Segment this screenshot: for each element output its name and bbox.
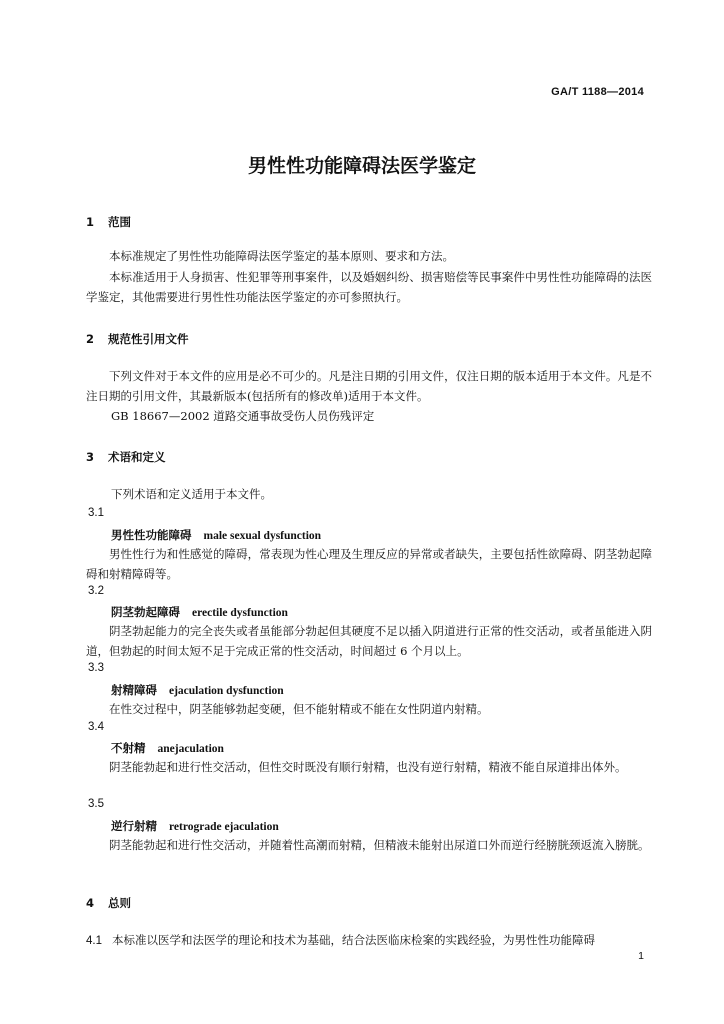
- term-en: erectile dysfunction: [192, 607, 288, 619]
- section-number: 4: [86, 896, 95, 910]
- section-1-paragraph-1: 本标准规定了男性性功能障碍法医学鉴定的基本原则、要求和方法。: [109, 249, 454, 263]
- term-number: 3.3: [88, 662, 104, 674]
- term-definition: 阴茎能勃起和进行性交活动，并随着性高潮而射精，但精液未能射出尿道口外而逆行经膀胱颈返流入膀胱。: [109, 838, 650, 852]
- term-heading: [111, 740, 224, 756]
- term-number: 3.5: [88, 798, 104, 810]
- term-en: ejaculation dysfunction: [169, 685, 284, 697]
- term-heading: [111, 604, 288, 620]
- term-number: 3.2: [88, 585, 104, 597]
- term-en: anejaculation: [157, 743, 224, 755]
- clause-number: 4.1: [86, 935, 102, 947]
- clause-4-1: [86, 930, 652, 951]
- term-cn: 不射精: [111, 741, 146, 755]
- document-title: 男性性功能障碍法医学鉴定: [247, 155, 476, 177]
- section-number: 1: [86, 215, 95, 229]
- term-heading: [111, 527, 321, 543]
- term-cn: 逆行射精: [111, 819, 157, 833]
- clause-text: 本标准以医学和法医学的理论和技术为基础，结合法医临床检案的实践经验，为男性性功能障碍: [112, 933, 595, 947]
- term-definition: 在性交过程中，阴茎能够勃起变硬，但不能射精或不能在女性阴道内射精。: [109, 702, 489, 716]
- section-3-intro: 下列术语和定义适用于本文件。: [111, 487, 272, 501]
- term-heading: [111, 818, 279, 834]
- term-definition: 阴茎能勃起和进行性交活动，但性交时既没有顺行射精，也没有逆行射精，精液不能自尿道排出体外。: [109, 760, 627, 774]
- term-cn: 男性性功能障碍: [111, 528, 192, 542]
- term-heading: [111, 682, 284, 698]
- section-1-paragraph-2: 本标准适用于人身损害、性犯罪等刑事案件，以及婚姻纠纷、损害赔偿等民事案件中男性性功能障碍的法医学鉴定，其他需要进行男性性功能法医学鉴定的亦可参照执行。: [86, 270, 652, 304]
- section-title: 规范性引用文件: [108, 332, 189, 346]
- term-cn: 阴茎勃起障碍: [111, 605, 180, 619]
- section-3-heading: [86, 449, 166, 465]
- term-definition: 阴茎勃起能力的完全丧失或者虽能部分勃起但其硬度不足以插入阴道进行正常的性交活动，或者虽能进入阴道，但勃起的时间太短不足于完成正常的性交活动，时间超过 6 个月以上。: [86, 624, 652, 658]
- section-number: 2: [86, 332, 95, 346]
- section-title: 术语和定义: [108, 450, 166, 464]
- section-title: 范围: [108, 215, 131, 229]
- normative-reference: GB 18667—2002 道路交通事故受伤人员伤残评定: [111, 409, 375, 423]
- term-en: retrograde ejaculation: [169, 821, 279, 833]
- term-number: 3.4: [88, 721, 104, 733]
- term-en: male sexual dysfunction: [203, 530, 322, 542]
- page-number: 1: [638, 950, 644, 962]
- section-title: 总则: [108, 896, 131, 910]
- section-2-heading: [86, 331, 189, 347]
- term-number: 3.1: [88, 507, 104, 519]
- section-1-heading: [86, 214, 131, 230]
- standard-number: GA/T 1188—2014: [551, 86, 644, 98]
- section-number: 3: [86, 450, 95, 464]
- term-definition: 男性性行为和性感觉的障碍，常表现为性心理及生理反应的异常或者缺失，主要包括性欲障碍、阴茎勃起障碍和射精障碍等。: [86, 547, 652, 581]
- term-cn: 射精障碍: [111, 683, 157, 697]
- section-2-paragraph: 下列文件对于本文件的应用是必不可少的。凡是注日期的引用文件，仅注日期的版本适用于本文件。凡是不注日期的引用文件，其最新版本(包括所有的修改单)适用于本文件。: [86, 369, 652, 403]
- section-4-heading: [86, 895, 131, 911]
